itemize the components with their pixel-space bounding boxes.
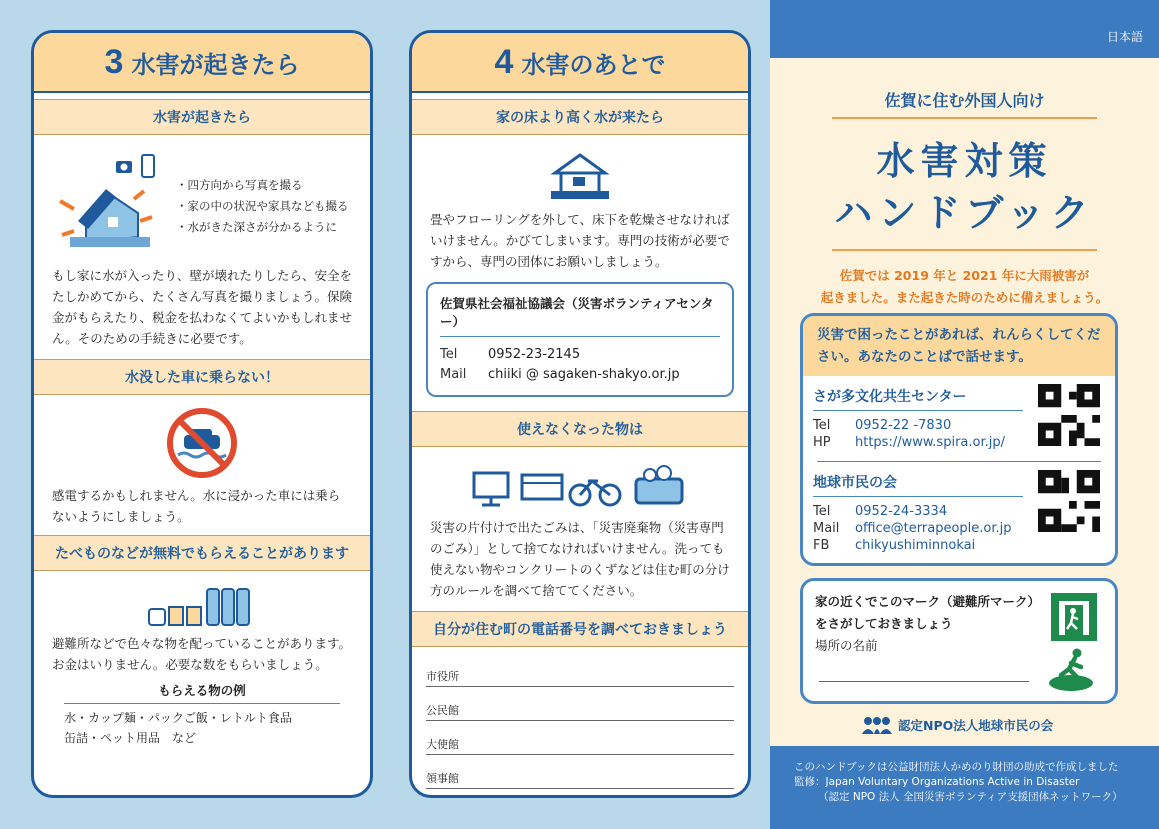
supplies-icons — [34, 577, 370, 633]
section-flood-occurs: 水害が起きたら — [34, 99, 370, 135]
tel-label: Tel — [813, 418, 831, 433]
shakyo-tel-row — [440, 345, 720, 365]
fb-label: FB — [813, 538, 830, 553]
panel4-header — [412, 33, 748, 93]
bullet-item: ・家の中の状況や家具なども撮る — [176, 198, 349, 213]
bullet-item: ・四方向から写真を撮る — [176, 177, 303, 192]
mark-line1: 家の近くでこのマーク（避難所マーク） — [815, 594, 1041, 609]
brand-name: 認定NPO法人地球市民の会 — [898, 718, 1054, 733]
panel4-para1: 畳やフローリングを外して、床下を乾燥させなければいけません。かびてしまいます。専門の技術が必要ですから、専門の団体にお願いしましょう。 — [430, 212, 730, 269]
spira-url[interactable]: https://www.spira.or.jp/ — [855, 435, 1005, 450]
qr-code-icon[interactable] — [1037, 470, 1101, 532]
panel3-para1: もし家に水が入ったり、壁が壊れたりしたら、安全をたしかめてから、たくさん写真を撮りましょう。保険金がもらえたり、税金を払わなくてよいかもしれません。そのための手続きに必要です。 — [52, 268, 353, 346]
tel-label: Tel — [440, 347, 458, 362]
no-car-icon-wrap — [34, 401, 370, 485]
no-submerged-car-icon — [164, 405, 240, 481]
bullet-item: ・水がきた深さが分かるように — [176, 219, 337, 234]
people-logo-icon — [862, 716, 892, 734]
panel-flood-occurs — [31, 30, 373, 798]
photo-tips — [34, 141, 370, 265]
hp-label: HP — [813, 435, 831, 450]
city-hall-field[interactable]: 市役所 — [426, 653, 734, 687]
evacuation-exit-icon — [1051, 593, 1097, 641]
flooded-house-wrap — [412, 141, 748, 209]
footer — [770, 746, 1159, 829]
org-terrapeople — [803, 462, 1115, 554]
spira-tel[interactable]: 0952-22 -7830 — [855, 418, 952, 433]
examples-list — [64, 703, 340, 748]
disposal-icons — [412, 453, 748, 517]
title-line1: 水害対策 — [876, 139, 1053, 183]
panel3-number: 3 — [104, 42, 124, 81]
panel3-para3: 避難所などで色々な物を配っていることがあります。お金はいりません。必要な数をもらいましょう。 — [52, 636, 352, 672]
terra-fb-row — [813, 537, 1101, 554]
household-items-icon — [470, 465, 690, 509]
footer-supervision: 監修：Japan Voluntary Organizations Active in Disaster — [794, 776, 1080, 788]
audience-subtitle: 佐賀に住む外国人向け — [832, 88, 1097, 119]
supplies-icon — [147, 585, 257, 629]
language-label: 日本語 — [770, 0, 1159, 58]
place-name-line[interactable] — [819, 681, 1029, 682]
panel4-number: 4 — [494, 42, 514, 81]
photo-bullets — [176, 175, 349, 238]
title-line2: ハンドブック — [834, 191, 1095, 235]
section-free-food: たべものなどが無料でもらえることがあります — [34, 535, 370, 571]
community-center-field[interactable]: 公民館 — [426, 687, 734, 721]
section-local-numbers: 自分が住む町の電話番号を調べておきましょう — [412, 611, 748, 647]
embassy-field[interactable]: 大使館 — [426, 721, 734, 755]
intro-line1: 佐賀では 2019 年と 2021 年に大雨被害が — [839, 268, 1090, 283]
section-unusable-items: 使えなくなった物は — [412, 411, 748, 447]
consulate-field[interactable]: 領事館 — [426, 755, 734, 789]
footer-grant: このハンドブックは公益財団法人かめのり財団の助成で作成しました — [794, 761, 1119, 773]
shakyo-contact-box — [426, 282, 734, 397]
panel3-header — [34, 33, 370, 93]
shakyo-org-name: 佐賀県社会福祉協議会（災害ボランティアセンター） — [440, 294, 720, 337]
example-item: 缶詰・ペット用品 など — [64, 731, 197, 745]
help-heading: 災害で困ったことがあれば、れんらくしてください。あなたのことばで話せます。 — [803, 316, 1115, 376]
intro-text — [770, 265, 1159, 309]
mark-line2: をさがしておきましょう — [815, 616, 953, 631]
mail-label: Mail — [813, 521, 840, 536]
section-water-above-floor: 家の床より高く水が来たら — [412, 99, 748, 135]
spira-name: さが多文化共生センター — [813, 386, 1023, 411]
title-divider — [832, 249, 1097, 251]
panel4-title: 水害のあとで — [521, 50, 666, 79]
example-item: 水・カップ麺・パックご飯・レトルト食品 — [64, 711, 292, 725]
footer-supervision-org: （認定 NPO 法人 全国災害ボランティア支援団体ネットワーク） — [818, 791, 1123, 803]
shakyo-tel[interactable]: 0952-23-2145 — [488, 347, 581, 362]
handbook-title — [770, 135, 1159, 239]
shakyo-mail[interactable]: chiiki @ sagaken-shakyo.or.jp — [488, 367, 680, 382]
flooded-house-icon — [549, 151, 611, 201]
examples-title: もらえる物の例 — [158, 683, 246, 698]
intro-line2: 起きました。また起きた時のために備えましょう。 — [820, 290, 1109, 305]
panel-after-flood — [409, 30, 751, 798]
evacuation-site-icon — [1047, 647, 1097, 693]
section-submerged-car: 水没した車に乗らない！ — [34, 359, 370, 395]
terra-fb[interactable]: chikyushiminnokai — [855, 538, 976, 553]
terra-tel[interactable]: 0952-24-3334 — [855, 504, 948, 519]
brand-logo — [862, 716, 1053, 734]
panel3-title: 水害が起きたら — [131, 50, 300, 79]
qr-code-icon[interactable] — [1037, 384, 1101, 446]
org-spira — [803, 376, 1115, 451]
shakyo-mail-row — [440, 365, 720, 385]
panel3-para2: 感電するかもしれません。水に浸かった車には乗らないようにしましょう。 — [52, 488, 341, 524]
place-name-label: 場所の名前 — [815, 638, 878, 653]
cover-panel — [770, 0, 1159, 829]
panel4-para2: 災害の片付けで出たごみは、「災害廃棄物（災害専門のごみ）」として捨てなければいけません。洗っても使えない物やコンクリートのくずなどは住む町の分け方のルールを調べて捨ててください。 — [430, 520, 730, 598]
mail-label: Mail — [440, 367, 467, 382]
terrapeople-name: 地球市民の会 — [813, 472, 1023, 497]
house-photo-icon — [56, 151, 166, 261]
evacuation-mark-box — [800, 578, 1118, 704]
tel-label: Tel — [813, 504, 831, 519]
help-contacts-box — [800, 313, 1118, 566]
terra-mail[interactable]: office@terrapeople.or.jp — [855, 521, 1012, 536]
